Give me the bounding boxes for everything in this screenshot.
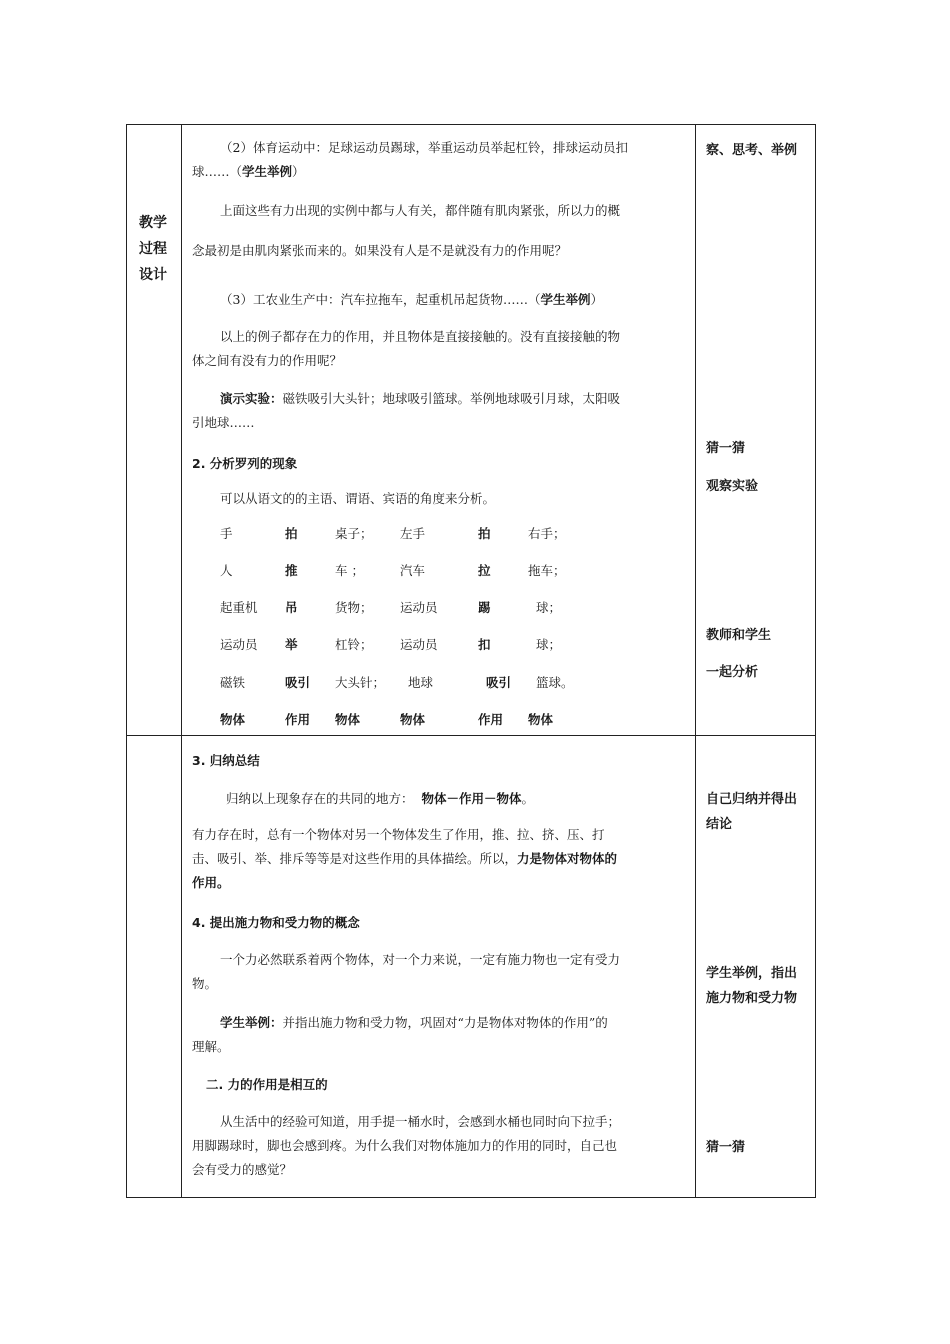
grid-row — [220, 524, 720, 548]
table-top-border — [126, 124, 816, 125]
grid-cell: 作用 — [478, 712, 504, 727]
grid-cell: 吸引 — [486, 675, 512, 690]
row1-para-1b — [192, 160, 688, 184]
grid-cell: 踢 — [478, 600, 491, 615]
row2-para-1-end: 。 — [521, 791, 534, 806]
grid-cell: 杠铃； — [335, 637, 373, 652]
grid-cell: 物体 — [335, 712, 361, 727]
table-bottom-border — [126, 1197, 816, 1198]
row1-activity-5: 一起分析 — [706, 665, 759, 680]
row2-para-4a — [192, 1011, 688, 1035]
row1-content — [192, 136, 688, 184]
grid-cell: 物体 — [528, 712, 554, 727]
section-label-line-1: 教学 — [139, 215, 167, 231]
grid-cell: 举 — [285, 637, 298, 652]
row2-para-2b-bold: 力是物体对物体的 — [517, 851, 618, 866]
row1-para-5a-text: 磁铁吸引大头针；地球吸引篮球。举例地球吸引月球，太阳吸 — [282, 391, 621, 406]
row2-para-4 — [192, 1011, 688, 1059]
student-example-label: 学生举例： — [220, 1015, 283, 1030]
grid-cell: 扣 — [478, 637, 491, 652]
col-divider-2 — [695, 124, 696, 1198]
grid-cell: 手 — [220, 526, 233, 541]
table-right-border — [815, 124, 816, 1198]
section-heading-2: 2. 分析罗列的现象 — [192, 456, 298, 471]
row1-para-3 — [192, 288, 688, 312]
grid-cell: 拖车； — [528, 563, 566, 578]
col-divider-1 — [181, 124, 182, 1198]
row2-para-5 — [192, 1110, 688, 1182]
row1-para-3-line — [192, 288, 688, 312]
grid-row — [220, 710, 720, 734]
row1-activity-2: 猜一猜 — [706, 441, 746, 456]
lesson-table — [126, 124, 816, 1198]
row1-para-3-end: ） — [590, 292, 603, 307]
row2-para-3b: 物。 — [192, 976, 218, 991]
row2-para-5b: 用脚踢球时，脚也会感到疼。为什么我们对物体施加力的作用的同时，自己也 — [192, 1138, 618, 1153]
phenomena-grid — [220, 524, 690, 739]
grid-cell: 球； — [536, 637, 562, 652]
row1-para-5 — [192, 387, 688, 435]
row2-para-5c: 会有受力的感觉？ — [192, 1162, 293, 1177]
grid-cell: 拉 — [478, 563, 491, 578]
grid-cell: 起重机 — [220, 600, 258, 615]
row1-activity-4: 教师和学生 — [706, 628, 772, 643]
row1-para-4a: 以上的例子都存在力的作用，并且物体是直接接触的。没有直接接触的物 — [220, 329, 621, 344]
grid-cell: 球； — [536, 600, 562, 615]
row1-para-3-bold: 学生举例 — [540, 292, 591, 307]
grid-cell: 吊 — [285, 600, 298, 615]
row1-para-3-text: （3）工农业生产中：汽车拉拖车，起重机吊起货物……（ — [220, 292, 541, 307]
grid-cell: 吸引 — [285, 675, 311, 690]
grid-cell: 作用 — [285, 712, 311, 727]
row2-para-1-text: 归纳以上现象存在的共同的地方： — [226, 791, 414, 806]
grid-cell: 人 — [220, 563, 233, 578]
grid-cell: 篮球。 — [536, 675, 574, 690]
grid-row — [220, 561, 720, 585]
row1-para-1b-end: ） — [292, 164, 305, 179]
row1-para-5a — [192, 387, 688, 411]
row1-para-1a: （2）体育运动中：足球运动员踢球，举重运动员举起杠铃，排球运动员扣 — [220, 140, 628, 155]
grid-cell: 拍 — [478, 526, 491, 541]
row2-para-1-bold: 物体－作用－物体 — [421, 791, 522, 806]
grid-cell: 地球 — [408, 675, 434, 690]
row2-para-2b-text: 击、吸引、举、排斥等等是对这些作用的具体描绘。所以， — [192, 851, 518, 866]
section-label — [126, 210, 180, 288]
row1-para-4 — [192, 325, 688, 373]
row2-para-4b: 理解。 — [192, 1039, 230, 1054]
row2-para-2 — [192, 823, 688, 895]
grid-cell: 右手； — [528, 526, 566, 541]
grid-row — [220, 635, 720, 659]
row2-para-5a: 从生活中的经验可知道，用手提一桶水时，会感到水桶也同时向下拉手； — [220, 1114, 621, 1129]
row2-para-3a: 一个力必然联系着两个物体，对一个力来说，一定有施力物也一定有受力 — [220, 952, 621, 967]
row1-para-2b: 念最初是由肌肉紧张而来的。如果没有人是不是就没有力的作用呢？ — [192, 243, 568, 258]
row1-activity-3: 观察实验 — [706, 479, 759, 494]
section-heading-4: 4. 提出施力物和受力物的概念 — [192, 915, 360, 930]
row1-para-4b: 体之间有没有力的作用呢？ — [192, 353, 343, 368]
grid-cell: 运动员 — [400, 637, 438, 652]
row2-para-2c: 作用。 — [192, 875, 230, 890]
row1-para-6: 可以从语文的的主语、谓语、宾语的角度来分析。 — [220, 491, 496, 506]
row2-activity-5: 猜一猜 — [706, 1140, 746, 1155]
row2-activity-3: 学生举例，指出 — [706, 966, 798, 981]
grid-cell: 运动员 — [400, 600, 438, 615]
section-label-line-2: 过程 — [139, 241, 167, 257]
row1-para-2 — [192, 199, 688, 263]
grid-cell: 货物； — [335, 600, 373, 615]
grid-cell: 汽车 — [400, 563, 426, 578]
grid-cell: 车 ； — [335, 563, 364, 578]
row1-para-2a: 上面这些有力出现的实例中都与人有关，都伴随有肌肉紧张，所以力的概 — [220, 203, 621, 218]
grid-row — [220, 598, 720, 622]
row2-para-2b — [192, 847, 688, 871]
row1-para-1b-text: 球……（ — [192, 164, 243, 179]
section-label-line-3: 设计 — [139, 267, 167, 283]
section-heading-5: 二. 力的作用是相互的 — [206, 1077, 328, 1092]
row2-activity-4: 施力物和受力物 — [706, 991, 798, 1006]
grid-cell: 拍 — [285, 526, 298, 541]
row2-para-4a-text: 并指出施力物和受力物，巩固对“力是物体对物体的作用”的 — [282, 1015, 608, 1030]
row2-para-3 — [192, 948, 688, 996]
grid-cell: 桌子； — [335, 526, 373, 541]
row1-para-5b: 引地球…… — [192, 415, 255, 430]
grid-cell: 推 — [285, 563, 298, 578]
grid-cell: 磁铁 — [220, 675, 246, 690]
row2-activity-1: 自己归纳并得出 — [706, 792, 798, 807]
row2-para-2a: 有力存在时，总有一个物体对另一个物体发生了作用，推、拉、挤、压、打 — [192, 827, 605, 842]
grid-cell: 物体 — [220, 712, 246, 727]
grid-cell: 运动员 — [220, 637, 258, 652]
row2-para-1 — [226, 787, 534, 811]
row1-activity-1: 察、思考、举例 — [706, 143, 798, 158]
grid-cell: 大头针； — [335, 675, 386, 690]
row1-para-1b-bold: 学生举例 — [242, 164, 293, 179]
section-heading-3: 3. 归纳总结 — [192, 753, 260, 768]
grid-cell: 左手 — [400, 526, 426, 541]
demo-label: 演示实验： — [220, 391, 283, 406]
row2-activity-2: 结论 — [706, 817, 733, 832]
grid-row — [220, 673, 720, 697]
grid-cell: 物体 — [400, 712, 426, 727]
